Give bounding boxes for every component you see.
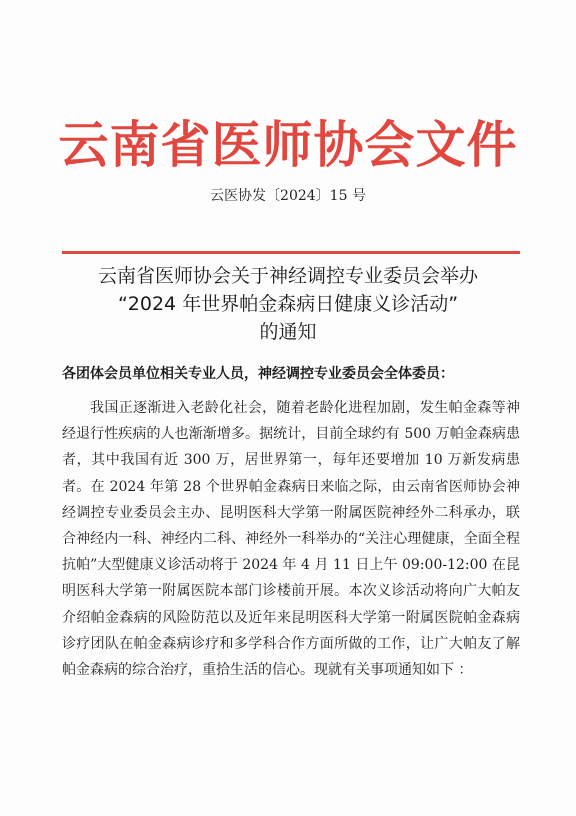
body-paragraph: 我国正逐渐进入老龄化社会，随着老龄化进程加剧，发生帕金森等神经退行性疾病的人也渐渐增多。据统计，目前全球约有 500 万帕金森病患者，其中我国有近 300 万，居世界第一，每年还要增加 10 万新发病患者。在 2024 年第 28 个世界帕金森病日来临之际，由云南省医师协会神经调控专业委员会主办、昆明医科大学第一附属医院神经外二科承办，联合神经内一科、神经内二科、神经外一科举办的“关注心理健康，全面全程抗帕”大型健康义诊活动将于 2024 年 4 月 11 日上午 09:00-12:00 在昆明医科大学第一附属医院本部门诊楼前开展。本次义诊活动将向广大帕友介绍帕金森病的风险防范以及近年来昆明医科大学第一附属医院帕金森病诊疗团队在帕金森病诊疗和多学科合作方面所做的工作，让广大帕友了解帕金森病的综合治疗，重拾生活的信心。现就有关事项通知如下 ：	[62, 400, 520, 679]
org-header-title: 云南省医师协会文件	[58, 115, 518, 174]
header-divider	[62, 251, 520, 254]
notice-title-line-1: 云南省医师协会关于神经调控专业委员会举办	[97, 265, 478, 287]
document-number: 云医协发〔2024〕15 号	[210, 188, 366, 204]
salutation: 各团体会员单位相关专业人员，神经调控专业委员会全体委员：	[62, 366, 454, 382]
notice-title-line-2: “2024 年世界帕金森病日健康义诊活动”	[117, 293, 459, 315]
notice-title-line-3: 的通知	[259, 321, 317, 343]
notice-title	[0, 262, 576, 346]
